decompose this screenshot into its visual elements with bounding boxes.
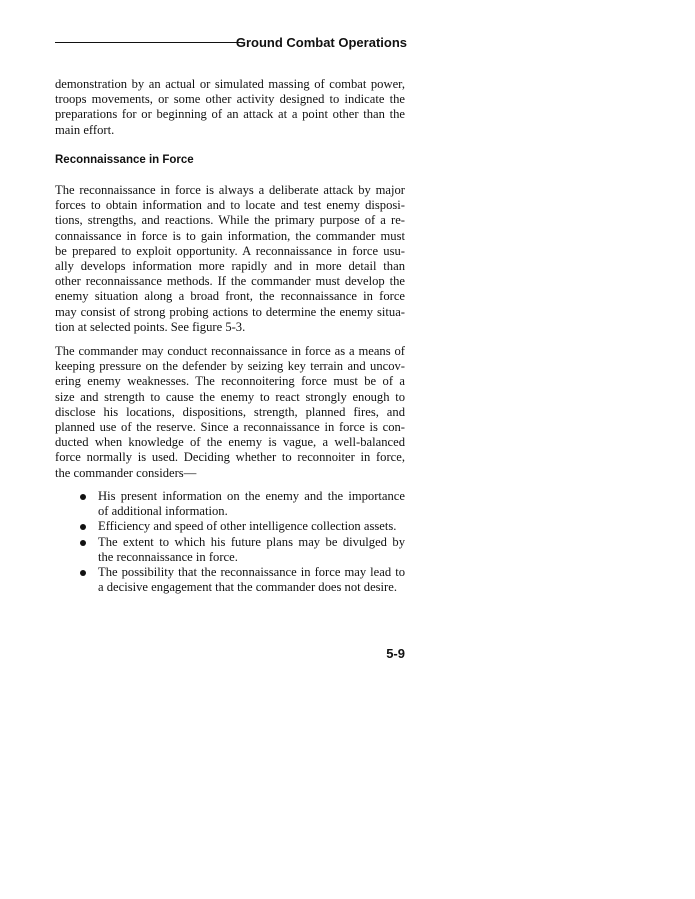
paragraph-line: tions, strengths, and reactions. While the primary purpose of a re- bbox=[55, 213, 405, 228]
list-item-line: The extent to which his future plans may be divulged by bbox=[98, 534, 405, 549]
paragraph-line: keeping pressure on the defender by seizing key terrain and uncov- bbox=[55, 359, 405, 374]
paragraph-line: disclose his locations, dispositions, strength, planned fires, and bbox=[55, 404, 405, 419]
list-item bbox=[78, 489, 405, 519]
paragraph-line: forces to obtain information and to locate and test enemy disposi- bbox=[55, 198, 405, 213]
paragraph-line: demonstration by an actual or simulated massing of combat power, bbox=[55, 77, 405, 91]
paragraph-line: may consist of strong probing actions to determine the enemy situa- bbox=[55, 304, 405, 319]
list-item bbox=[78, 519, 405, 534]
paragraph-line: troops movements, or some other activity designed to indicate the bbox=[55, 92, 405, 107]
paragraph-line: tion at selected points. See figure 5-3. bbox=[55, 319, 246, 334]
considerations-list bbox=[78, 489, 405, 595]
list-item-line: the reconnaissance in force. bbox=[98, 549, 238, 564]
list-item bbox=[78, 565, 405, 595]
paragraph-line: The reconnaissance in force is always a deliberate attack by major bbox=[55, 183, 405, 197]
paragraph-line: connaissance in force is to gain information, the commander must bbox=[55, 228, 405, 243]
paragraph-line: force normally is used. Deciding whether to reconnoiter in force, bbox=[55, 450, 405, 465]
bullet-icon bbox=[80, 524, 86, 530]
bullet-icon bbox=[80, 494, 86, 500]
list-item-line: of additional information. bbox=[98, 504, 228, 519]
paragraph-line: The commander may conduct reconnaissance in force as a means of bbox=[55, 344, 405, 358]
paragraph-commander bbox=[55, 344, 405, 481]
paragraph-line: enemy situation along a broad front, the reconnaissance in force bbox=[55, 289, 405, 304]
list-item bbox=[78, 535, 405, 565]
page-number: 5-9 bbox=[386, 646, 405, 661]
bullet-icon bbox=[80, 540, 86, 546]
paragraph-line: preparations for or beginning of an attack at a point other than the bbox=[55, 107, 405, 122]
paragraph-line: ducted when knowledge of the enemy is vague, a well-balanced bbox=[55, 435, 405, 450]
header-title: Ground Combat Operations bbox=[235, 35, 407, 50]
list-item-line: Efficiency and speed of other intelligence collection assets. bbox=[98, 519, 397, 534]
paragraph-line: other reconnaissance methods. If the commander must develop the bbox=[55, 274, 405, 289]
list-item-line: The possibility that the reconnaissance in force may lead to bbox=[98, 564, 405, 579]
paragraph-line: ally develops information more rapidly and in more detail than bbox=[55, 258, 405, 273]
bullet-icon bbox=[80, 570, 86, 576]
paragraph-line: planned use of the reserve. Since a reconnaissance in force is con- bbox=[55, 419, 405, 434]
header-rule bbox=[55, 42, 243, 43]
paragraph-line: main effort. bbox=[55, 122, 115, 137]
list-item-line: a decisive engagement that the commander does not desire. bbox=[98, 580, 397, 595]
paragraph-line: ering enemy weaknesses. The reconnoitering force must be of a bbox=[55, 374, 405, 389]
paragraph-line: the commander considers— bbox=[55, 465, 197, 480]
list-item-line: His present information on the enemy and the importance bbox=[98, 489, 405, 503]
paragraph-line: size and strength to cause the enemy to react strongly enough to bbox=[55, 389, 405, 404]
section-heading: Reconnaissance in Force bbox=[55, 154, 194, 166]
running-header bbox=[55, 34, 407, 52]
paragraph-continuation bbox=[55, 77, 405, 138]
paragraph-definition bbox=[55, 183, 405, 335]
paragraph-line: be prepared to exploit opportunity. A reconnaissance in force usu- bbox=[55, 243, 405, 258]
